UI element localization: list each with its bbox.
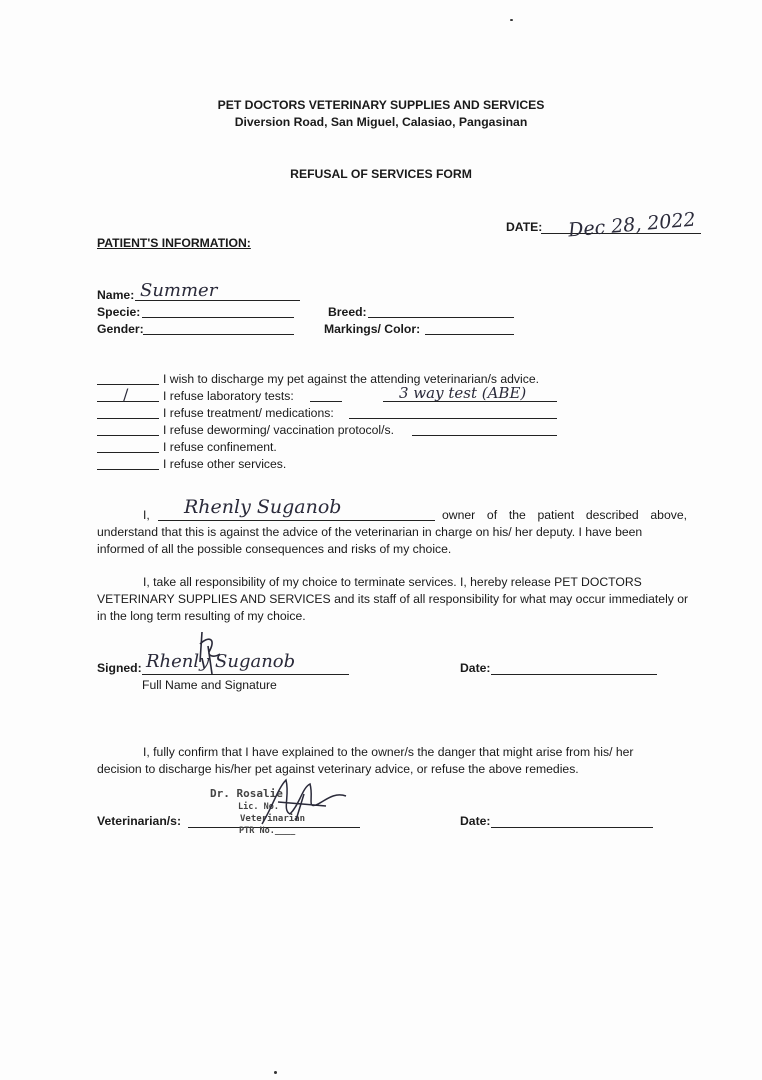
stamp-license: Lic. No. bbox=[238, 802, 279, 812]
stamp-name: Dr. Rosalie bbox=[210, 787, 283, 800]
breed-line[interactable] bbox=[368, 317, 514, 318]
statement-line-2: understand that this is against the advice of the veterinarian in charge on his/ her deputy. I have been bbox=[97, 525, 643, 539]
confirmation-line-1: I, fully confirm that I have explained to the owner/s the danger that might arise from his/ her bbox=[143, 745, 634, 759]
markings-line[interactable] bbox=[425, 334, 514, 335]
statement-line-3: informed of all the possible consequences and risks of my choice. bbox=[97, 542, 452, 556]
option-blank[interactable] bbox=[97, 469, 159, 470]
date-label: DATE: bbox=[506, 220, 543, 234]
option-blank[interactable] bbox=[97, 435, 159, 436]
check-mark: / bbox=[123, 385, 129, 404]
signed-date-line[interactable] bbox=[491, 674, 657, 675]
option-detail-line-short bbox=[310, 401, 342, 402]
option-label: I refuse treatment/ medications: bbox=[163, 406, 334, 420]
specie-line[interactable] bbox=[142, 317, 294, 318]
stamp-ptr: PTR No.____ bbox=[239, 826, 296, 836]
owner-signature-scribble bbox=[192, 628, 226, 680]
scan-speck bbox=[274, 1071, 277, 1074]
option-label: I refuse other services. bbox=[163, 457, 287, 471]
option-label: I refuse laboratory tests: bbox=[163, 389, 294, 403]
name-label: Name: bbox=[97, 288, 135, 302]
scan-speck bbox=[510, 19, 513, 21]
veterinarian-signature-scribble bbox=[256, 774, 352, 830]
specie-label: Specie: bbox=[97, 305, 141, 319]
option-detail-line[interactable] bbox=[412, 435, 557, 436]
breed-label: Breed: bbox=[328, 305, 367, 319]
responsibility-line-3: in the long term resulting of my choice. bbox=[97, 609, 306, 623]
gender-label: Gender: bbox=[97, 322, 144, 336]
signed-label: Signed: bbox=[97, 661, 142, 675]
veterinarian-date-line[interactable] bbox=[491, 827, 653, 828]
date-value[interactable]: Dec 28, 2022 bbox=[567, 208, 697, 242]
option-blank[interactable] bbox=[97, 452, 159, 453]
option-blank[interactable] bbox=[97, 418, 159, 419]
signed-line[interactable] bbox=[142, 674, 349, 675]
option-label: I refuse confinement. bbox=[163, 440, 277, 454]
veterinarian-date-label: Date: bbox=[460, 814, 491, 828]
org-name: PET DOCTORS VETERINARY SUPPLIES AND SERVICES bbox=[217, 98, 545, 112]
option-label: I refuse deworming/ vaccination protocol/s. bbox=[163, 423, 394, 437]
owner-name-line[interactable] bbox=[158, 520, 435, 521]
signed-value[interactable]: Rhenly Suganob bbox=[146, 651, 296, 672]
statement-i-label: I, bbox=[143, 508, 150, 522]
name-value[interactable]: Summer bbox=[140, 280, 218, 301]
responsibility-line-1: I, take all responsibility of my choice to terminate services. I, hereby release PET DOCTORS bbox=[143, 575, 642, 589]
markings-label: Markings/ Color: bbox=[324, 322, 421, 336]
veterinarian-label: Veterinarian/s: bbox=[97, 814, 181, 828]
form-title: REFUSAL OF SERVICES FORM bbox=[290, 167, 472, 181]
signature-caption: Full Name and Signature bbox=[142, 678, 277, 692]
responsibility-line-2: VETERINARY SUPPLIES AND SERVICES and its staff of all responsibility for what may occur immediately or bbox=[97, 592, 689, 606]
statement-owner-suffix: owner of the patient described above, bbox=[442, 508, 687, 522]
signed-date-label: Date: bbox=[460, 661, 491, 675]
gender-line[interactable] bbox=[143, 334, 294, 335]
stamp-title: Veterinarian bbox=[240, 814, 306, 824]
option-detail-line[interactable] bbox=[349, 418, 557, 419]
patient-section-title: PATIENT'S INFORMATION: bbox=[97, 236, 251, 250]
option-label: I wish to discharge my pet against the attending veterinarian/s advice. bbox=[163, 372, 539, 386]
option-detail-value[interactable]: 3 way test (ABE) bbox=[399, 384, 527, 402]
confirmation-line-2: decision to discharge his/her pet against veterinary advice, or refuse the above remedies. bbox=[97, 762, 579, 776]
owner-name-value[interactable]: Rhenly Suganob bbox=[184, 496, 342, 518]
org-address: Diversion Road, San Miguel, Calasiao, Pangasinan bbox=[234, 115, 528, 129]
